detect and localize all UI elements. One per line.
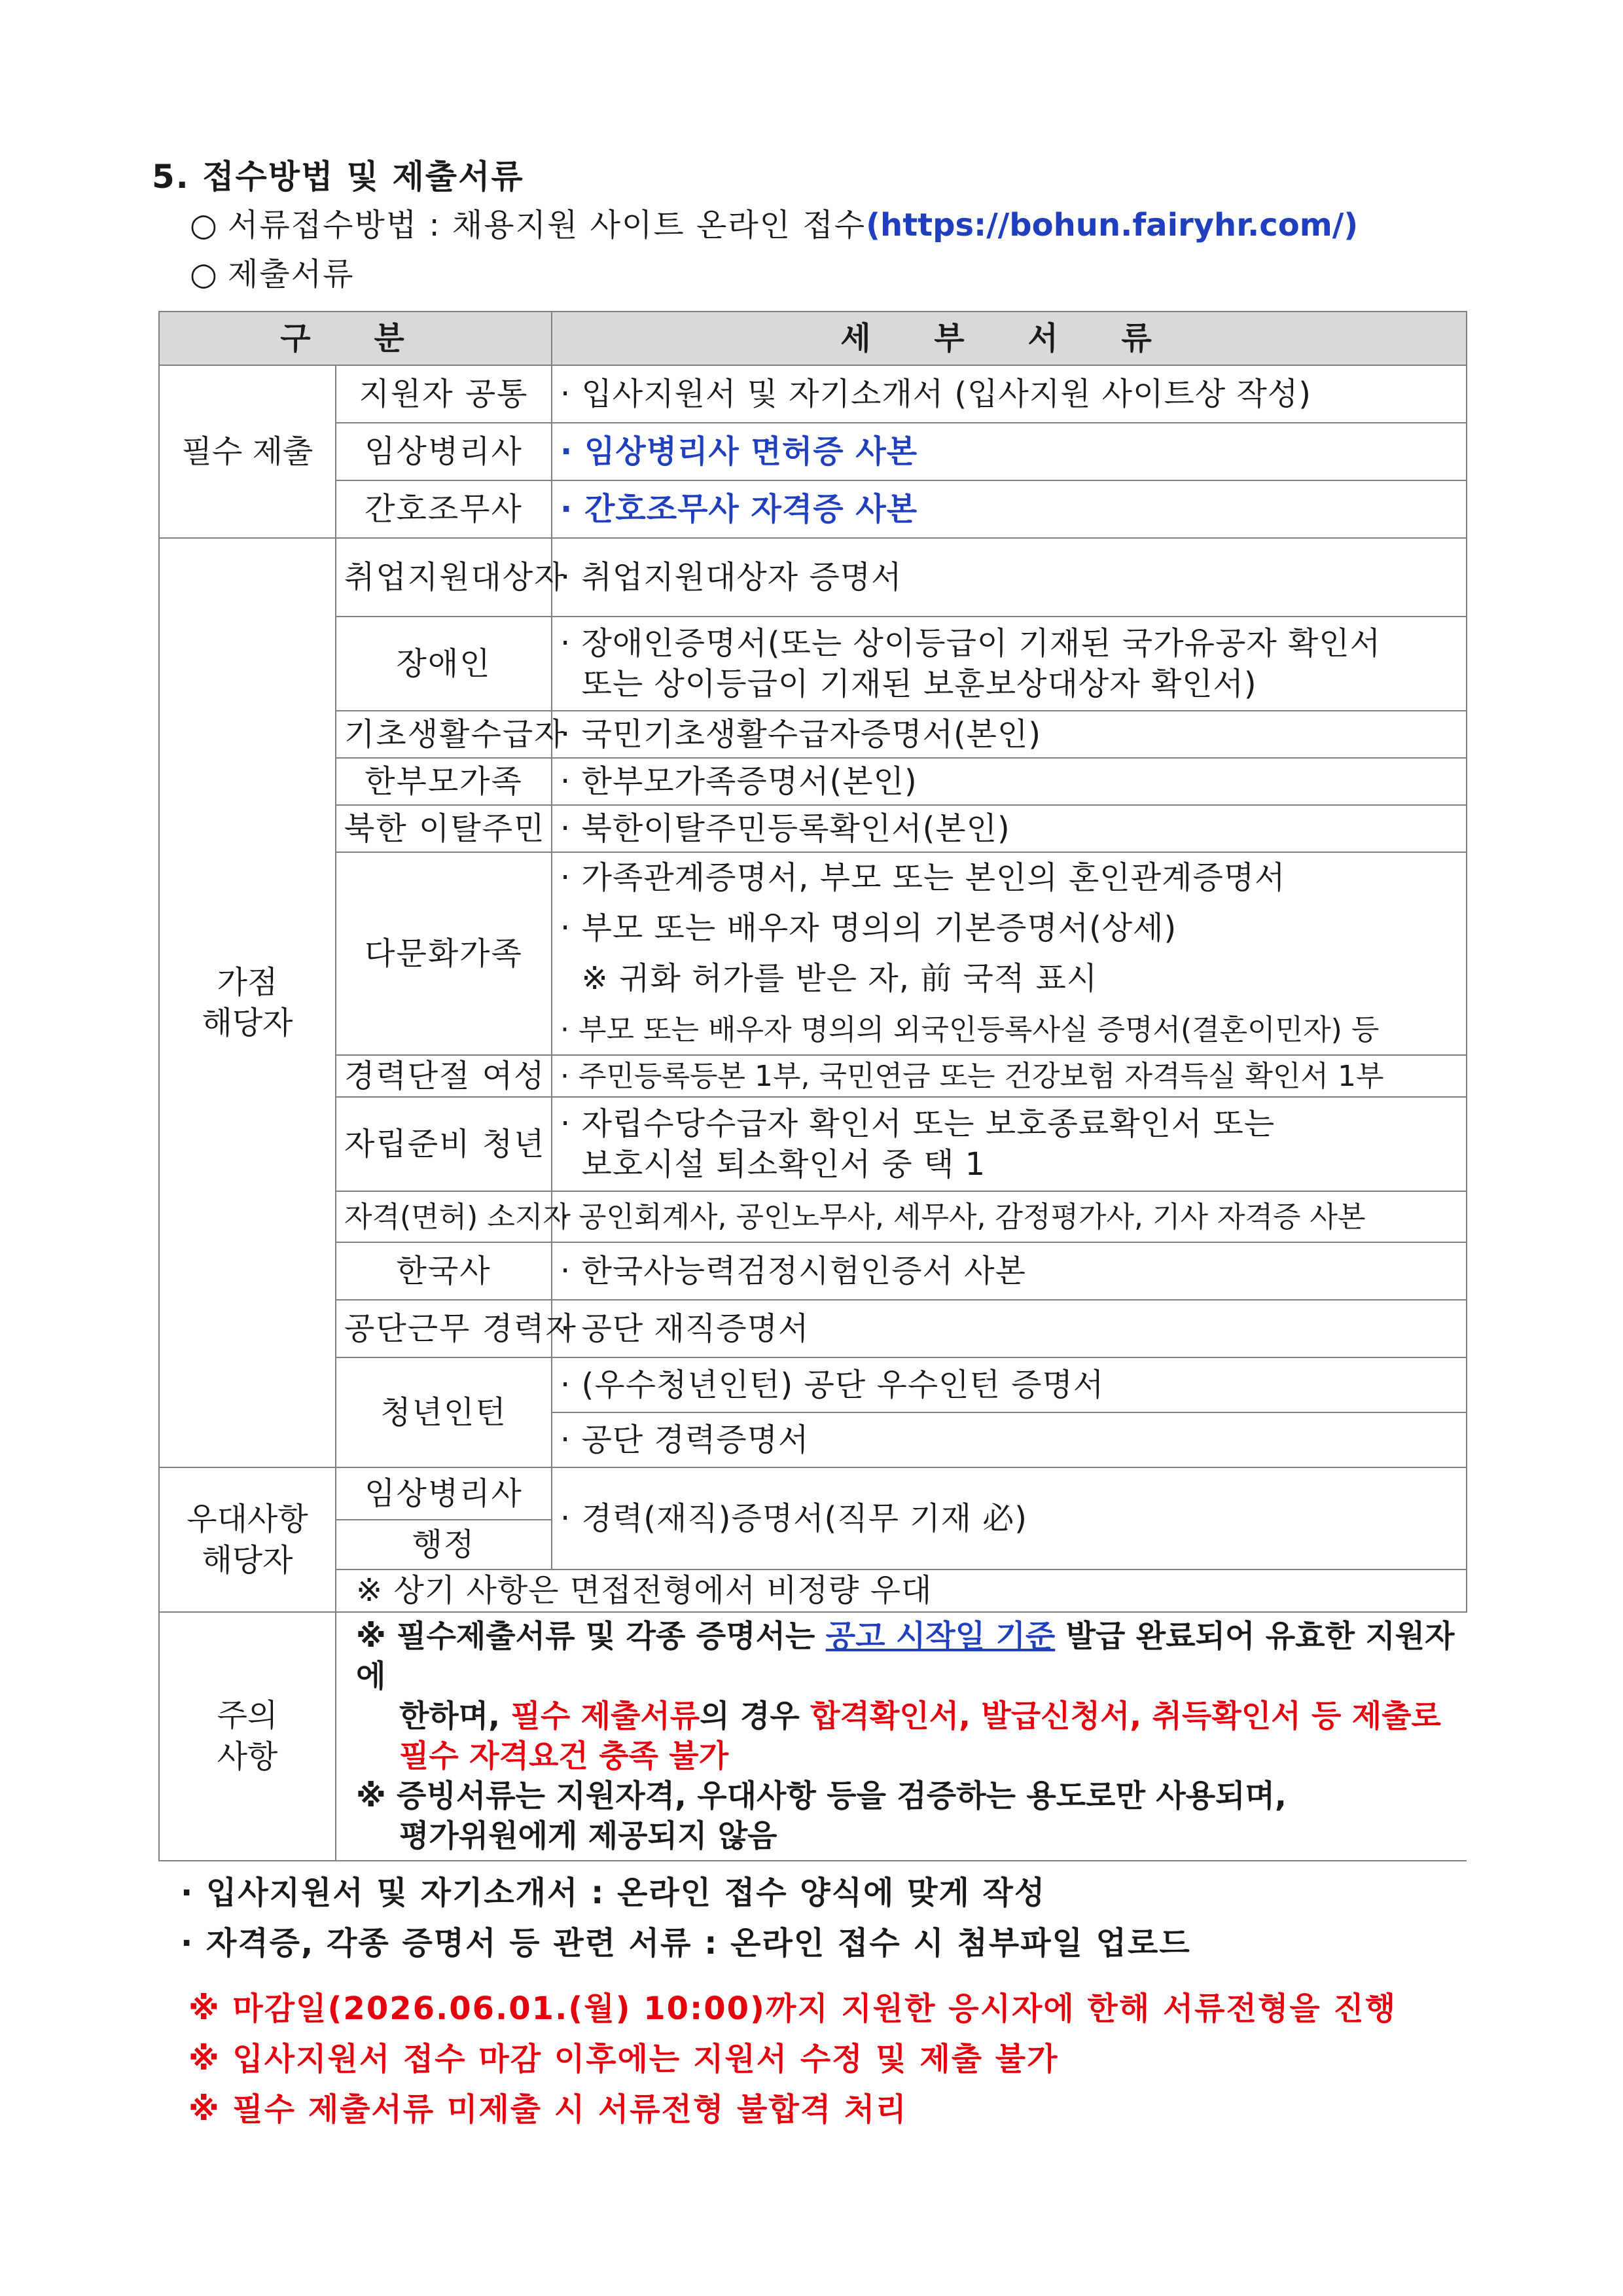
method-label: 서류접수방법 : 채용지원 사이트 온라인 접수 — [228, 207, 866, 243]
caution-red-text: 필수 자격요건 충족 불가 — [399, 1738, 729, 1774]
caution-red-text: 필수 제출서류 — [510, 1698, 700, 1734]
sub-category: 한국사 — [336, 1242, 552, 1300]
intro-docs-line — [190, 249, 354, 294]
detail-cell — [552, 538, 1467, 617]
sub-category: 기초생활수급자 — [336, 711, 552, 758]
table-row — [159, 758, 1467, 805]
table-row — [159, 617, 1467, 711]
sub-category: 공단근무 경력자 — [336, 1300, 552, 1357]
category-caution-line1: 주의 — [217, 1697, 278, 1734]
detail-line: · 공인회계사, 공인노무사, 세무사, 감정평가사, 기사 자격증 사본 — [560, 1200, 1366, 1234]
application-url-link[interactable]: (https://bohun.fairyhr.com/) — [866, 207, 1359, 243]
table-row — [159, 423, 1467, 480]
detail-line: · 한국사능력검정시험인증서 사본 — [560, 1253, 1026, 1290]
category-bonus — [159, 538, 336, 1467]
table-row — [159, 1191, 1467, 1242]
detail-line: 또는 상이등급이 기재된 보훈보상대상자 확인서) — [560, 666, 1257, 702]
category-bonus-line2: 해당자 — [202, 1005, 293, 1042]
category-preference-line1: 우대사항 — [187, 1501, 308, 1538]
start-date-link[interactable]: 공고 시작일 기준 — [825, 1618, 1056, 1655]
sub-category: 취업지원대상자 — [336, 538, 552, 617]
sub-category: 북한 이탈주민 — [336, 805, 552, 852]
detail-cell — [552, 805, 1467, 852]
sub-category: 청년인턴 — [336, 1357, 552, 1467]
sub-category: 간호조무사 — [336, 480, 552, 538]
table-row — [159, 805, 1467, 852]
caution-text: ※ 필수제출서류 및 각종 증명서는 — [356, 1618, 826, 1655]
detail-cell — [552, 1055, 1467, 1097]
detail-line: · 장애인증명서(또는 상이등급이 기재된 국가유공자 확인서 — [560, 624, 1382, 662]
category-bonus-line1: 가점 — [217, 963, 278, 1001]
table-row — [159, 365, 1467, 423]
detail-line: · 주민등록등본 1부, 국민연금 또는 건강보험 자격득실 확인서 1부 — [560, 1059, 1384, 1093]
detail-cell: · 공단 경력증명서 — [552, 1412, 1467, 1467]
sub-category: 지원자 공통 — [336, 365, 552, 423]
detail-line: ※ 귀화 허가를 받은 자, 前 국적 표시 — [560, 960, 1098, 997]
footer-red-2: ※ 입사지원서 접수 마감 이후에는 지원서 수정 및 제출 불가 — [188, 2041, 1059, 2077]
table-row — [159, 1357, 1467, 1412]
detail-cell: · 입사지원서 및 자기소개서 (입사지원 사이트상 작성) — [552, 365, 1467, 423]
caution-note-1 — [356, 1619, 1455, 1695]
detail-line: · 취업지원대상자 증명서 — [560, 558, 902, 596]
detail-cell: · (우수청년인턴) 공단 우수인턴 증명서 — [552, 1357, 1467, 1412]
detail-cell — [552, 1242, 1467, 1300]
caution-text: 발급 완료되어 유효한 지원자에 — [356, 1618, 1455, 1695]
detail-line: · 한부모가족증명서(본인) — [560, 762, 918, 800]
caution-notes — [336, 1612, 1467, 1861]
bullet-circle: ○ — [190, 256, 219, 293]
caution-note-1-cont — [356, 1696, 1459, 1736]
detail-line: · 국민기초생활수급자증명서(본인) — [560, 715, 1042, 753]
detail-line: · 북한이탈주민등록확인서(본인) — [560, 810, 1010, 847]
intro-method-line — [190, 200, 1358, 245]
table-header-row — [159, 312, 1467, 365]
detail-cell: · 임상병리사 면허증 사본 — [552, 423, 1467, 480]
sub-category: 경력단절 여성 — [336, 1055, 552, 1097]
sub-category: 자격(면허) 소지자 — [336, 1191, 552, 1242]
docs-label: 제출서류 — [228, 256, 355, 293]
table-row — [159, 1055, 1467, 1097]
caution-red-text: 합격확인서, 발급신청서, 취득확인서 등 제출로 — [810, 1698, 1441, 1734]
header-category: 구 분 — [159, 312, 552, 365]
sub-category: 다문화가족 — [336, 852, 552, 1055]
table-row — [159, 852, 1467, 1055]
detail-cell: · 경력(재직)증명서(직무 기재 必) — [552, 1467, 1467, 1570]
detail-cell — [552, 1097, 1467, 1191]
table-row — [159, 1612, 1467, 1861]
table-row — [159, 480, 1467, 538]
category-caution — [159, 1612, 336, 1861]
detail-line: · 공단 재직증명서 — [560, 1310, 810, 1348]
table-row — [159, 538, 1467, 617]
detail-line: · 부모 또는 배우자 명의의 기본증명서(상세) — [560, 910, 1177, 947]
category-required: 필수 제출 — [159, 365, 336, 538]
detail-cell — [552, 852, 1467, 1055]
table-row — [159, 1242, 1467, 1300]
section-heading: 5. 접수방법 및 제출서류 — [152, 158, 524, 196]
documents-table — [158, 311, 1467, 1861]
preference-footnote: ※ 상기 사항은 면접전형에서 비정량 우대 — [336, 1570, 1467, 1611]
table-row — [159, 1300, 1467, 1357]
detail-line: · 부모 또는 배우자 명의의 외국인등록사실 증명서(결혼이민자) 등 — [560, 1013, 1380, 1047]
sub-category: 행정 — [336, 1520, 552, 1570]
caution-note-2-cont: 평가위원에게 제공되지 않음 — [399, 1818, 777, 1854]
bullet-circle: ○ — [190, 207, 219, 243]
category-caution-line2: 사항 — [217, 1738, 278, 1775]
sub-category: 임상병리사 — [336, 1467, 552, 1520]
table-row — [159, 1097, 1467, 1191]
header-details: 세 부 서 류 — [552, 312, 1467, 365]
sub-category: 장애인 — [336, 617, 552, 711]
caution-text: 한하며, — [399, 1698, 511, 1734]
detail-line: · 가족관계증명서, 부모 또는 본인의 혼인관계증명서 — [560, 859, 1286, 897]
category-preference-line2: 해당자 — [202, 1541, 293, 1579]
sub-category: 한부모가족 — [336, 758, 552, 805]
sub-category: 자립준비 청년 — [336, 1097, 552, 1191]
caution-note-2: ※ 증빙서류는 지원자격, 우대사항 등을 검증하는 용도로만 사용되며, — [356, 1778, 1287, 1814]
detail-cell — [552, 1300, 1467, 1357]
detail-cell — [552, 711, 1467, 758]
category-preference — [159, 1467, 336, 1611]
footer-line-2: · 자격증, 각종 증명서 등 관련 서류 : 온라인 접수 시 첨부파일 업로드 — [181, 1925, 1191, 1962]
detail-line: 보호시설 퇴소확인서 중 택 1 — [560, 1146, 986, 1183]
caution-text: 의 경우 — [700, 1698, 811, 1734]
sub-category: 임상병리사 — [336, 423, 552, 480]
detail-cell — [552, 1191, 1467, 1242]
footer-red-1: ※ 마감일(2026.06.01.(월) 10:00)까지 지원한 응시자에 한해 서류전형을 진행 — [188, 1990, 1397, 2027]
table-row — [159, 711, 1467, 758]
table-row — [159, 1570, 1467, 1611]
detail-cell — [552, 617, 1467, 711]
footer-red-3: ※ 필수 제출서류 미제출 시 서류전형 불합격 처리 — [188, 2091, 908, 2128]
table-row — [159, 1467, 1467, 1520]
detail-line: · 자립수당수급자 확인서 또는 보호종료확인서 또는 — [560, 1105, 1275, 1142]
footer-line-1: · 입사지원서 및 자기소개서 : 온라인 접수 양식에 맞게 작성 — [181, 1874, 1046, 1911]
detail-cell — [552, 758, 1467, 805]
detail-cell: · 간호조무사 자격증 사본 — [552, 480, 1467, 538]
